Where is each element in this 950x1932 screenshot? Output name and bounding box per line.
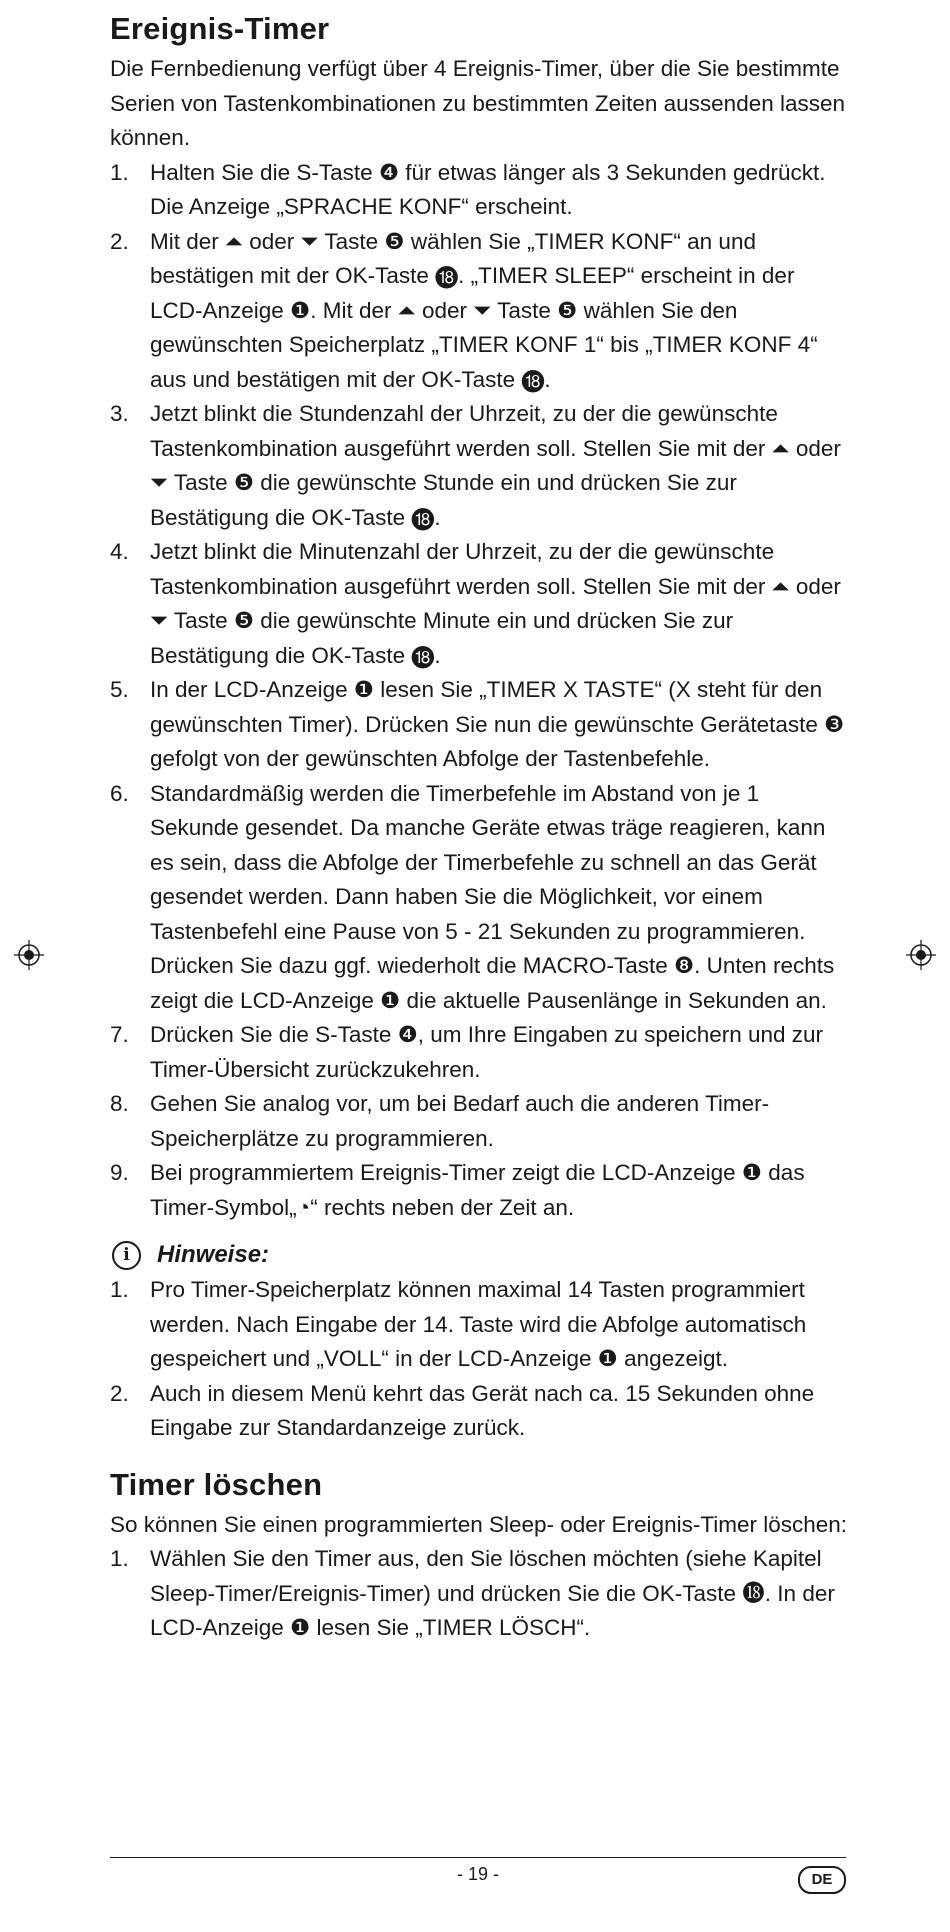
note-item — [110, 1273, 850, 1377]
language-badge: DE — [798, 1866, 846, 1894]
step-number: 7. — [110, 1022, 129, 1047]
step-text: Bei programmiertem Ereignis-Timer zeigt die LCD-Anzeige ❶ das Timer-Symbol„◔“ rechts neben der Zeit an. — [150, 1160, 805, 1220]
step-number: 3. — [110, 401, 129, 426]
note-text: Auch in diesem Menü kehrt das Gerät nach ca. 15 Sekunden ohne Eingabe zur Standardanzeige zurück. — [150, 1380, 815, 1440]
step-number: 1. — [110, 159, 129, 185]
step-list-timer-loeschen — [110, 1542, 850, 1646]
note-number: 2. — [110, 1380, 129, 1406]
page-footer — [110, 1857, 846, 1898]
step-item — [110, 1087, 850, 1156]
step-number: 8. — [110, 1091, 129, 1116]
notes-heading — [110, 1237, 850, 1273]
step-number: 1. — [110, 1546, 129, 1571]
step-item — [110, 535, 850, 673]
step-number: 2. — [110, 228, 129, 254]
step-text: Jetzt blinkt die Minutenzahl der Uhrzeit, zu der die gewünschte Tastenkombination ausgeführt werden soll. Stellen Sie mit der ⏶ oder ⏷ Taste ❺ die gewünschte Minute ein und drücken Sie zur Bestätigung die OK-Taste ⓲. — [150, 539, 841, 668]
step-item — [110, 1018, 850, 1087]
registration-mark-right — [906, 940, 936, 970]
step-item — [110, 673, 850, 777]
info-icon: i — [112, 1241, 141, 1270]
note-item — [110, 1377, 850, 1446]
step-number: 9. — [110, 1160, 129, 1185]
step-item — [110, 1156, 850, 1225]
step-text: Halten Sie die S-Taste ❹ für etwas länger als 3 Sekunden gedrückt. Die Anzeige „SPRACHE KONF“ erscheint. — [150, 159, 826, 219]
step-number: 5. — [110, 677, 129, 702]
step-item — [110, 225, 850, 398]
step-text: Gehen Sie analog vor, um bei Bedarf auch die anderen Timer-Speicherplätze zu programmieren. — [150, 1091, 770, 1151]
step-item — [110, 777, 850, 1019]
step-text: Wählen Sie den Timer aus, den Sie löschen möchten (siehe Kapitel Sleep-Timer/Ereignis-Timer) und drücken Sie die OK-Taste ⓲. In der LCD-Anzeige ❶ lesen Sie „TIMER LÖSCH“. — [150, 1546, 835, 1640]
step-list-ereignis-timer — [110, 156, 850, 1226]
section-title-ereignis-timer: Ereignis-Timer — [110, 11, 330, 46]
step-item — [110, 397, 850, 535]
section-intro-timer-loeschen: So können Sie einen programmierten Sleep- oder Ereignis-Timer löschen: — [110, 1511, 848, 1537]
manual-page — [110, 0, 850, 1646]
section-intro-ereignis-timer: Die Fernbedienung verfügt über 4 Ereignis-Timer, über die Sie bestimmte Serien von Tastenkombinationen zu bestimmten Zeiten aussenden lassen können. — [110, 56, 846, 150]
step-text: Jetzt blinkt die Stundenzahl der Uhrzeit, zu der die gewünschte Tastenkombination ausgeführt werden soll. Stellen Sie mit der ⏶ oder ⏷ Taste ❺ die gewünschte Stunde ein und drücken Sie zur Bestätigung die OK-Taste ⓲. — [150, 401, 841, 530]
note-number: 1. — [110, 1277, 129, 1302]
notes-heading-label: Hinweise: — [157, 1241, 270, 1268]
step-item — [110, 156, 850, 225]
registration-mark-left — [14, 940, 44, 970]
step-text: In der LCD-Anzeige ❶ lesen Sie „TIMER X TASTE“ (X steht für den gewünschten Timer). Drücken Sie nun die gewünschte Gerätetaste ❸ gefolgt von der gewünschten Abfolge der Tastenbefehle. — [150, 677, 845, 771]
notes-list — [110, 1273, 850, 1446]
section-title-timer-loeschen: Timer löschen — [110, 1466, 323, 1502]
step-text: Mit der ⏶ oder ⏷ Taste ❺ wählen Sie „TIMER KONF“ an und bestätigen mit der OK-Taste ⓲. „TIMER SLEEP“ erscheint in der LCD-Anzeige ❶. Mit der ⏶ oder ⏷ Taste ❺ wählen Sie den gewünschten Speicherplatz „TIMER KONF 1“ bis „TIMER KONF 4“ aus und bestätigen mit der OK-Taste ⓲. — [150, 228, 818, 392]
step-text: Drücken Sie die S-Taste ❹, um Ihre Eingaben zu speichern und zur Timer-Übersicht zurückzukehren. — [150, 1022, 824, 1082]
step-number: 6. — [110, 780, 129, 806]
step-item — [110, 1542, 850, 1646]
step-text: Standardmäßig werden die Timerbefehle im Abstand von je 1 Sekunde gesendet. Da manche Geräte etwas träge reagieren, kann es sein, dass die Abfolge der Timerbefehle zu schnell an das Gerät gesendet werden. Dann haben Sie die Möglichkeit, vor einem Tastenbefehl eine Pause von 5 - 21 Sekunden zu programmieren. Drücken Sie dazu ggf. wiederholt die MACRO-Taste ❽. Unten rechts zeigt die LCD-Anzeige ❶ die aktuelle Pausenlänge in Sekunden an. — [150, 780, 835, 1013]
page-number: - 19 - — [456, 1864, 499, 1884]
note-text: Pro Timer-Speicherplatz können maximal 14 Tasten programmiert werden. Nach Eingabe der 14. Taste wird die Abfolge automatisch gespeichert und „VOLL“ in der LCD-Anzeige ❶ angezeigt. — [150, 1277, 807, 1371]
step-number: 4. — [110, 539, 129, 564]
